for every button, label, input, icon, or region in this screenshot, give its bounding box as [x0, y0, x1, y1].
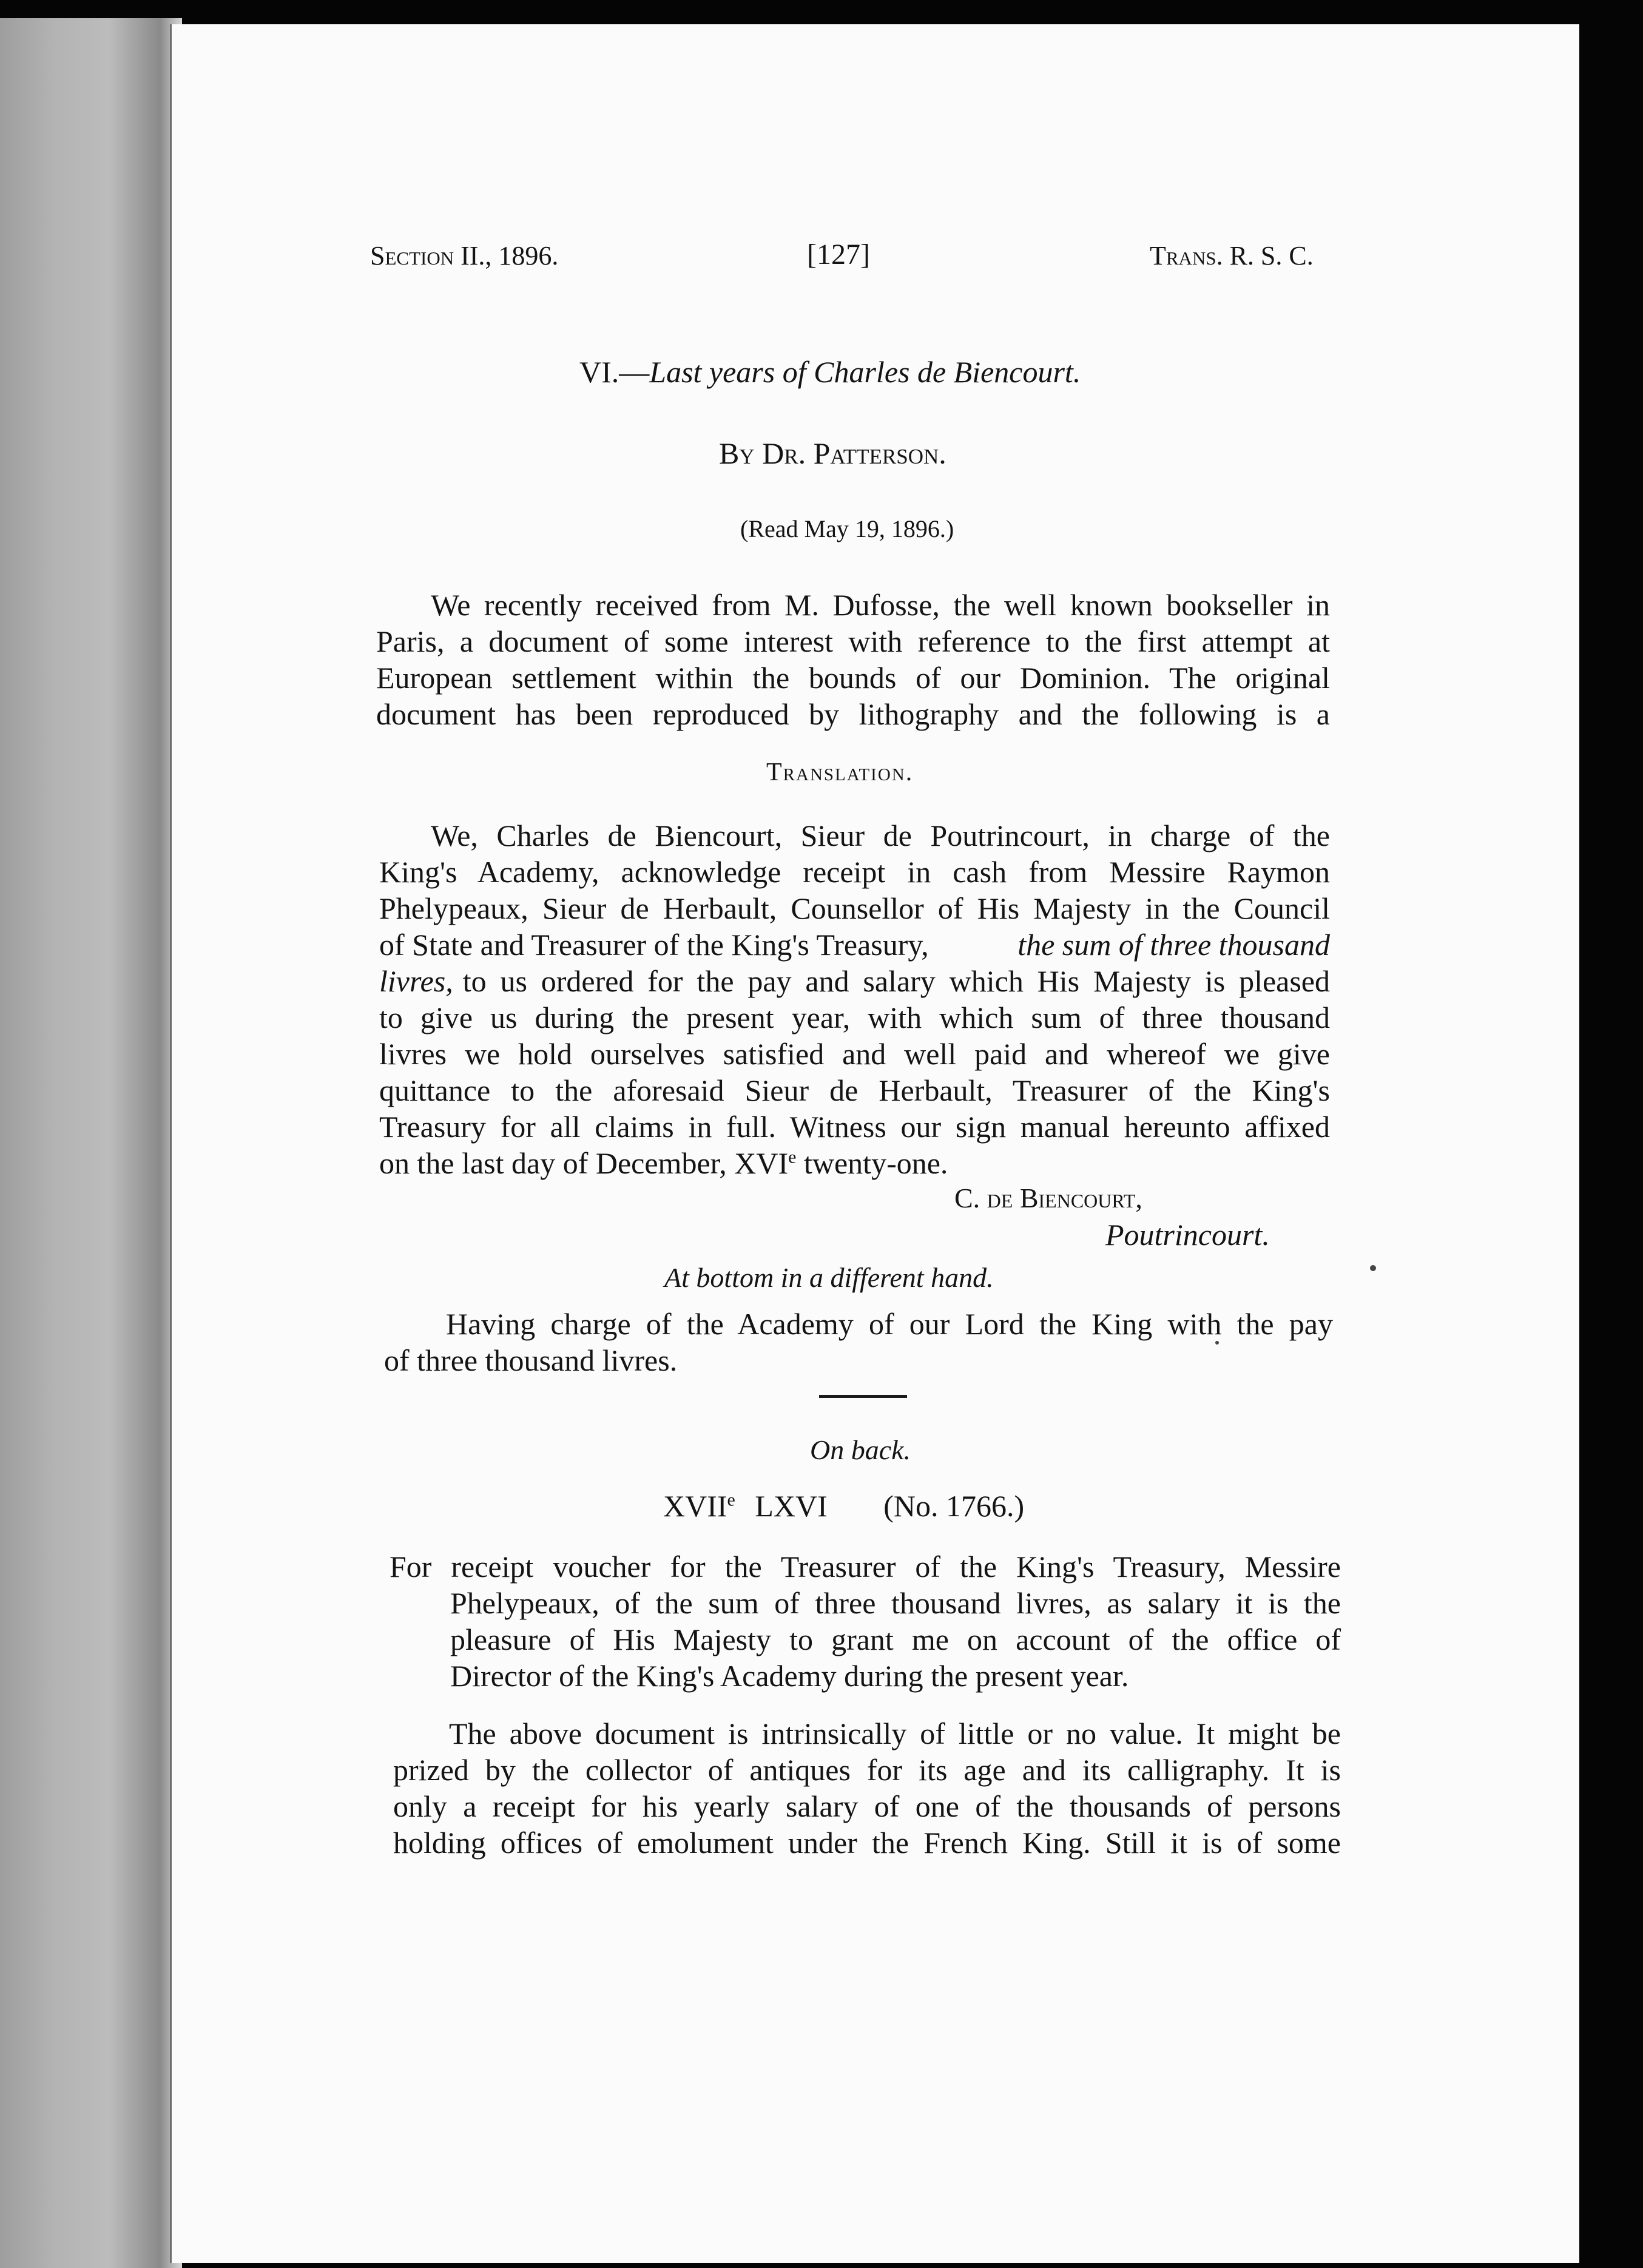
translation-line-text: twenty-one. [796, 1146, 948, 1180]
on-back-heading: On back. [810, 1434, 911, 1465]
section-divider [819, 1395, 907, 1398]
article-title-text: Last years of Charles de Biencourt. [649, 355, 1081, 389]
translation-line: to give us during the present year, with which sum of three thousand [379, 1001, 1330, 1034]
translation-line: Phelypeaux, Sieur de Herbault, Counsellor of His Majesty in the Council [379, 891, 1330, 925]
translation-line: We, Charles de Biencourt, Sieur de Poutrincourt, in charge of the [431, 818, 1330, 852]
superscript-e: e [788, 1147, 797, 1167]
read-date: (Read May 19, 1896.) [740, 515, 954, 542]
byline: By Dr. Patterson. [719, 436, 946, 470]
signature-place: Poutrincourt. [1105, 1218, 1270, 1252]
book-binding-edge [0, 18, 182, 2268]
translation-line: quittance to the aforesaid Sieur de Herbault, Treasurer of the King's [379, 1073, 1330, 1107]
on-back-line: pleasure of His Majesty to grant me on account of the office of [450, 1622, 1341, 1656]
intro-line: document has been reproduced by lithography and the following is a [376, 697, 1330, 731]
roman-numeral-rest: LXVI [755, 1489, 828, 1523]
superscript-e: e [727, 1490, 735, 1510]
closing-line: holding offices of emolument under the French King. Still it is of some [393, 1826, 1341, 1860]
on-back-line: Phelypeaux, of the sum of three thousand livres, as salary it is the [450, 1586, 1341, 1620]
bottom-note-line: Having charge of the Academy of our Lord the King with the pay [446, 1307, 1333, 1341]
roman-numeral: XVII [663, 1489, 727, 1523]
ink-speck [1215, 1341, 1219, 1345]
translation-line: King's Academy, acknowledge receipt in cash from Messire Raymon [379, 855, 1330, 889]
closing-line: prized by the collector of antiques for its age and its calligraphy. It is [393, 1753, 1341, 1787]
translation-heading: Translation. [766, 758, 914, 786]
on-back-line: Director of the King's Academy during the present year. [450, 1659, 1129, 1693]
intro-line: European settlement within the bounds of our Dominion. The original [376, 661, 1330, 695]
running-header-page-number: [127] [807, 238, 870, 271]
translation-line: livres we hold ourselves satisfied and well paid and whereof we give [379, 1037, 1330, 1071]
arabic-number: (No. 1766.) [883, 1489, 1025, 1523]
translation-line [379, 930, 1330, 960]
on-back-line: For receipt voucher for the Treasurer of the King's Treasury, Messire [390, 1550, 1341, 1584]
translation-line [379, 966, 1330, 996]
translation-line: Treasury for all claims in full. Witness our sign manual hereunto affixed [379, 1110, 1330, 1144]
intro-line: We recently received from M. Dufosse, the well known bookseller in [431, 588, 1330, 622]
signature-name: C. de Biencourt, [954, 1183, 1142, 1213]
running-header-section: Section II., 1896. [370, 241, 559, 271]
ink-speck [1370, 1265, 1376, 1271]
closing-line: only a receipt for his yearly salary of one of the thousands of persons [393, 1789, 1341, 1823]
translation-line-text: to us ordered for the pay and salary which His Majesty is pleased [462, 964, 1330, 998]
translation-line-italic: livres, [379, 964, 453, 998]
translation-line [379, 1148, 948, 1178]
running-header-journal: Trans. R. S. C. [1150, 241, 1314, 271]
translation-line-italic: the sum of three thousand [1017, 928, 1330, 962]
translation-line-text: of State and Treasurer of the King's Treasury, [379, 928, 929, 962]
closing-line: The above document is intrinsically of little or no value. It might be [449, 1716, 1341, 1750]
intro-line: Paris, a document of some interest with reference to the first attempt at [376, 624, 1330, 658]
translation-line-text: on the last day of December, XVI [379, 1146, 789, 1180]
bottom-note-heading: At bottom in a different hand. [664, 1262, 994, 1293]
on-back-number [663, 1491, 1024, 1521]
bottom-note-line: of three thousand livres. [384, 1343, 678, 1377]
article-number: VI.— [579, 355, 650, 389]
article-title [579, 357, 1081, 387]
